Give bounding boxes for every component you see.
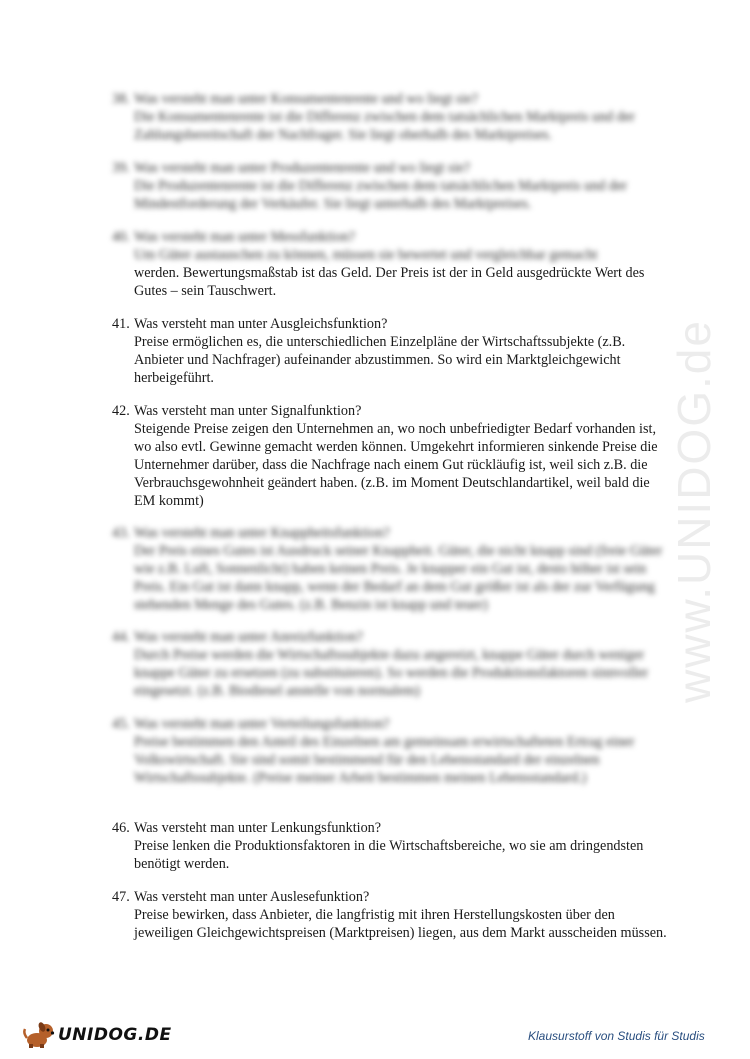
answer-text: Durch Preise werden die Wirtschaftssubjekte dazu angereizt, knappe Güter durch weniger knappe Güter zu ersetzen (zu substituieren). So werden die Produktionsfaktoren sinnvoller eingesetzt. (z.B. Biodiesel anstelle von normalem) — [134, 647, 649, 699]
unidog-logo — [22, 1021, 172, 1049]
watermark-text: www.UNIDOG.de — [668, 319, 721, 703]
qa-item-43 — [112, 524, 672, 614]
dog-mascot-icon — [22, 1021, 56, 1049]
question-number: 38. — [112, 91, 130, 107]
question-text: Was versteht man unter Produzentenrente und wo liegt sie? — [134, 160, 471, 176]
answer-text: Preise lenken die Produktionsfaktoren in die Wirtschaftsbereiche, wo sie am dringendsten benötigt werden. — [134, 838, 644, 872]
question-number: 42. — [112, 403, 130, 419]
watermark — [664, 276, 724, 746]
answer-text: Preise ermöglichen es, die unterschiedlichen Einzelpläne der Wirtschaftssubjekte (z.B. Anbieter und Nachfrager) aufeinander abzustimmen. So wird ein Marktgleichgewicht herbeigeführt. — [134, 334, 626, 386]
qa-item-40 — [112, 228, 672, 300]
question-number: 43. — [112, 525, 130, 541]
answer-text: Preise bewirken, dass Anbieter, die langfristig mit ihren Herstellungskosten über den jeweiligen Gleichgewichtspreisen (Marktpreisen) liegen, aus dem Markt ausscheiden müssen. — [134, 907, 667, 941]
question-text: Was versteht man unter Messfunktion? — [134, 229, 356, 245]
question-text: Was versteht man unter Konsumentenrente und wo liegt sie? — [134, 91, 478, 107]
question-number: 46. — [112, 820, 130, 836]
answer-text: Preise bestimmen den Anteil des Einzelnen am gemeinsam erwirtschafteten Ertrag einer Volkswirtschaft. Sie sind somit bestimmend für den Lebensstandard der einzelnen Wirtschaftssubjekte. (Preise meiner Arbeit bestimmen meinen Lebensstandard.) — [134, 734, 635, 786]
answer-text: Die Konsumentenrente ist die Differenz zwischen dem tatsächlichen Marktpreis und der Zahlungsbereitschaft der Nachfrager. Sie liegt oberhalb des Marktpreises. — [134, 109, 635, 143]
qa-item-47 — [112, 888, 672, 942]
qa-item-45 — [112, 715, 672, 787]
question-number: 44. — [112, 629, 130, 645]
qa-item-41 — [112, 315, 672, 387]
question-number: 39. — [112, 160, 130, 176]
question-number: 45. — [112, 716, 130, 732]
answer-text-blurred: Um Güter austauschen zu können, müssen sie bewertet und vergleichbar gemacht — [134, 247, 598, 263]
question-text: Was versteht man unter Knappheitsfunktion? — [134, 525, 390, 541]
answer-text: werden. Bewertungsmaßstab ist das Geld. Der Preis ist der in Geld ausgedrückte Wert des Gutes – sein Tauschwert. — [134, 265, 645, 299]
qa-item-39 — [112, 159, 672, 213]
question-text: Was versteht man unter Lenkungsfunktion? — [134, 820, 382, 836]
qa-item-38 — [112, 90, 672, 144]
question-text: Was versteht man unter Anreizfunktion? — [134, 629, 363, 645]
qa-item-44 — [112, 628, 672, 700]
logo-text: UNIDOG.DE — [58, 1025, 172, 1045]
question-text: Was versteht man unter Auslesefunktion? — [134, 889, 370, 905]
question-number: 40. — [112, 229, 130, 245]
question-number: 47. — [112, 889, 130, 905]
footer-tagline: Klausurstoff von Studis für Studis — [528, 1029, 705, 1043]
question-text: Was versteht man unter Verteilungsfunktion? — [134, 716, 390, 732]
question-text: Was versteht man unter Signalfunktion? — [134, 403, 362, 419]
question-number: 41. — [112, 316, 130, 332]
question-text: Was versteht man unter Ausgleichsfunktion? — [134, 316, 388, 332]
answer-text: Die Produzentenrente ist die Differenz zwischen dem tatsächlichen Marktpreis und der Mindestforderung der Verkäufer. Sie liegt unterhalb des Marktpreises. — [134, 178, 627, 212]
answer-text: Der Preis eines Gutes ist Ausdruck seiner Knappheit. Güter, die nicht knapp sind (freie Güter wie z.B. Luft, Sonnenlicht) haben keinen Preis. Je knapper ein Gut ist, desto höher ist sein Preis. Ein Gut ist dann knapp, wenn der Bedarf an dem Gut größer ist als der zur Verfügung stehenden Menge des Gutes. (z.B. Benzin ist knapp und teuer) — [134, 543, 663, 613]
qa-item-42 — [112, 402, 672, 510]
qa-item-46 — [112, 819, 672, 873]
answer-text: Steigende Preise zeigen den Unternehmen an, wo noch unbefriedigter Bedarf vorhanden ist, wo also evtl. Gewinne gemacht werden können. Umgekehrt informieren sinkende Preise die Unternehmer darüber, dass die Nachfrage nach einem Gut rückläufig ist, weil sich z.B. die Verbrauchsgewohnheit geändert haben. (z.B. im Moment Deutschlandartikel, weil bald die EM kommt) — [134, 421, 658, 509]
